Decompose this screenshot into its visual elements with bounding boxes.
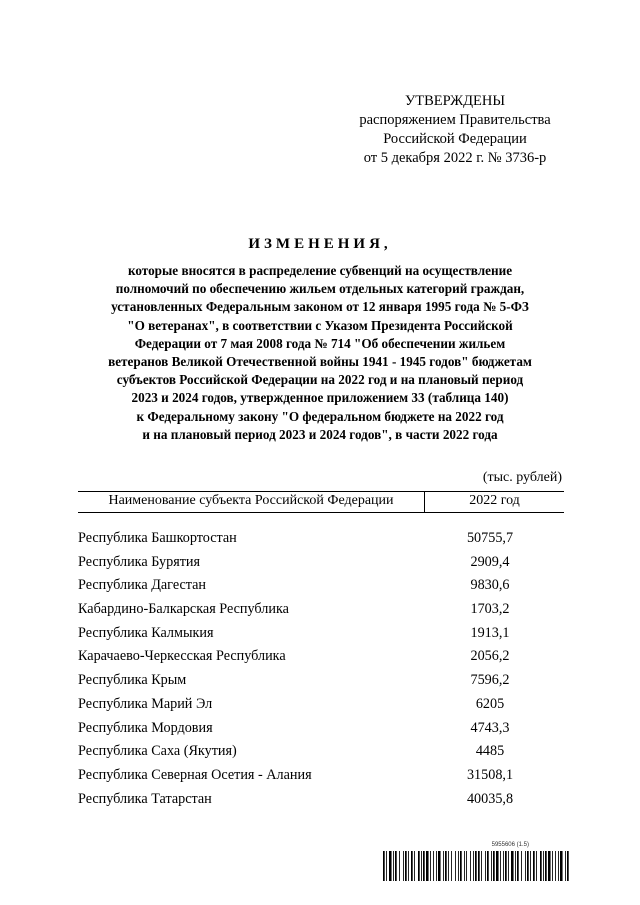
region-name: Кабардино-Балкарская Республика <box>78 601 289 618</box>
region-name: Республика Северная Осетия - Алания <box>78 766 312 783</box>
barcode-bar <box>491 851 492 881</box>
barcode-bar <box>530 851 531 881</box>
barcode-bar <box>448 851 449 881</box>
region-value: 1703,2 <box>470 601 510 618</box>
barcode-bar <box>473 851 474 881</box>
barcode-bar <box>386 851 387 881</box>
approval-heading: УТВЕРЖДЕНЫ <box>404 93 506 109</box>
barcode-bar <box>565 851 566 881</box>
barcode-bar <box>521 851 522 881</box>
barcode-icon <box>383 851 569 881</box>
barcode-bar <box>411 851 413 881</box>
barcode-bar <box>470 851 471 881</box>
subtitle-line: и на плановый период 2023 и 2024 годов", в части 2022 года <box>142 426 498 442</box>
barcode-bar <box>560 851 563 881</box>
barcode-bar <box>503 851 504 881</box>
barcode-bar <box>478 851 480 881</box>
barcode-bar <box>466 851 467 881</box>
region-name: Республика Марий Эл <box>78 695 213 712</box>
region-value: 50755,7 <box>466 530 514 546</box>
approval-block <box>340 92 570 168</box>
barcode-bar <box>496 851 499 881</box>
units-label: (тыс. рублей) <box>482 470 562 485</box>
table-row <box>78 574 564 598</box>
subtitle-line: установленных Федеральным законом от 12 января 1995 года № 5-ФЗ <box>111 299 529 315</box>
document-subtitle <box>60 262 580 444</box>
region-value: 9830,6 <box>470 577 510 594</box>
barcode-bar <box>395 851 397 881</box>
region-name: Республика Мордовия <box>78 719 213 736</box>
document-title: ИЗМЕНЕНИЯ, <box>248 236 392 252</box>
barcode-bar <box>458 851 459 881</box>
subtitle-line: Федерации от 7 мая 2008 года № 714 "Об обеспечении жильем <box>134 335 506 351</box>
table-row <box>78 717 564 741</box>
region-value: 4743,3 <box>470 719 510 736</box>
barcode-bar <box>464 851 465 881</box>
barcode-bar <box>545 851 547 881</box>
region-value: 40035,8 <box>466 790 514 807</box>
approval-line-2: распоряжением Правительства <box>359 112 551 128</box>
barcode-bar <box>436 851 437 881</box>
region-value: 4485 <box>475 743 505 760</box>
barcode-bar <box>460 851 462 881</box>
barcode-bar <box>438 851 441 881</box>
subtitle-line: ветеранов Великой Отечественной войны 1941 - 1945 годов" бюджетам <box>108 354 532 370</box>
barcode-bar <box>421 851 422 881</box>
header-year-cell: 2022 год <box>469 493 520 508</box>
barcode-bar <box>500 851 501 881</box>
barcode-bar <box>445 851 447 881</box>
barcode-bar <box>558 851 559 881</box>
header-name-cell: Наименование субъекта Российской Федерации <box>108 493 394 508</box>
region-name: Республика Калмыкия <box>78 624 214 641</box>
barcode-bar <box>455 851 456 881</box>
table-row <box>78 598 564 622</box>
barcode-bar <box>485 851 486 881</box>
subtitle-line: 2023 и 2024 годов, утвержденное приложением 33 (таблица 140) <box>131 390 509 406</box>
barcode-bar <box>548 851 551 881</box>
table-row <box>78 740 564 764</box>
table-row <box>78 645 564 669</box>
barcode-bar <box>511 851 514 881</box>
barcode-bar <box>536 851 537 881</box>
region-name: Республика Дагестан <box>78 577 207 594</box>
barcode-bar <box>493 851 495 881</box>
subtitle-line: к Федеральному закону "О федеральном бюджете на 2022 год <box>136 408 504 424</box>
table-row <box>78 788 564 812</box>
region-name: Республика Крым <box>78 672 187 689</box>
region-value: 2909,4 <box>470 553 510 570</box>
region-name: Карачаево-Черкесская Республика <box>78 648 286 665</box>
barcode-bar <box>552 851 553 881</box>
barcode-bar <box>533 851 535 881</box>
region-value: 1913,1 <box>470 624 510 641</box>
subtitle-line: которые вносятся в распределение субвенций на осуществление <box>127 263 513 278</box>
region-name: Республика Башкортостан <box>78 530 237 546</box>
barcode-bar <box>567 851 569 881</box>
barcode-number: 5955606 (1.5) <box>491 842 529 848</box>
barcode-bar <box>508 851 509 881</box>
table-row <box>78 693 564 717</box>
barcode-bar <box>383 851 385 881</box>
barcode-bar <box>389 851 392 881</box>
barcode-bar <box>405 851 407 881</box>
region-value: 2056,2 <box>470 648 510 665</box>
table-header <box>78 491 564 513</box>
barcode-bar <box>515 851 516 881</box>
subtitle-line: полномочий по обеспечению жильем отдельных категорий граждан, <box>115 281 525 297</box>
region-name: Республика Татарстан <box>78 790 212 807</box>
barcode-bar <box>418 851 420 881</box>
approval-date-line: от 5 декабря 2022 г. № 3736-р <box>363 150 547 166</box>
barcode-bar <box>505 851 507 881</box>
subtitle-line: субъектов Российской Федерации на 2022 год и на плановый период <box>116 372 524 388</box>
subtitle-line: "О ветеранах", в соответствии с Указом Президента Российской <box>127 317 513 333</box>
barcode-bar <box>543 851 544 881</box>
barcode-bar <box>399 851 400 881</box>
barcode-bar <box>525 851 526 881</box>
barcode-bar <box>517 851 519 881</box>
approval-line-3: Российской Федерации <box>383 131 527 147</box>
table-row <box>78 622 564 646</box>
barcode-bar <box>475 851 477 881</box>
barcode-bar <box>414 851 415 881</box>
table-row <box>78 527 564 551</box>
region-name: Республика Саха (Якутия) <box>78 743 237 760</box>
barcode-bar <box>408 851 409 881</box>
barcode-bar <box>426 851 429 881</box>
barcode-bar <box>443 851 444 881</box>
barcode-bar <box>433 851 434 881</box>
barcode-bar <box>423 851 425 881</box>
region-value: 31508,1 <box>466 766 514 783</box>
table-body <box>78 527 564 811</box>
barcode-bar <box>403 851 404 881</box>
region-value: 7596,2 <box>470 672 510 689</box>
table-row <box>78 764 564 788</box>
barcode-bar <box>555 851 556 881</box>
barcode-bar <box>430 851 431 881</box>
table-row <box>78 551 564 575</box>
barcode-bar <box>540 851 542 881</box>
document-barcode <box>383 842 569 884</box>
table-row <box>78 669 564 693</box>
barcode-bar <box>487 851 489 881</box>
region-value: 6205 <box>475 695 505 712</box>
barcode-bar <box>451 851 452 881</box>
region-name: Республика Бурятия <box>78 553 201 570</box>
barcode-bar <box>527 851 529 881</box>
barcode-bar <box>393 851 394 881</box>
barcode-bar <box>481 851 482 881</box>
